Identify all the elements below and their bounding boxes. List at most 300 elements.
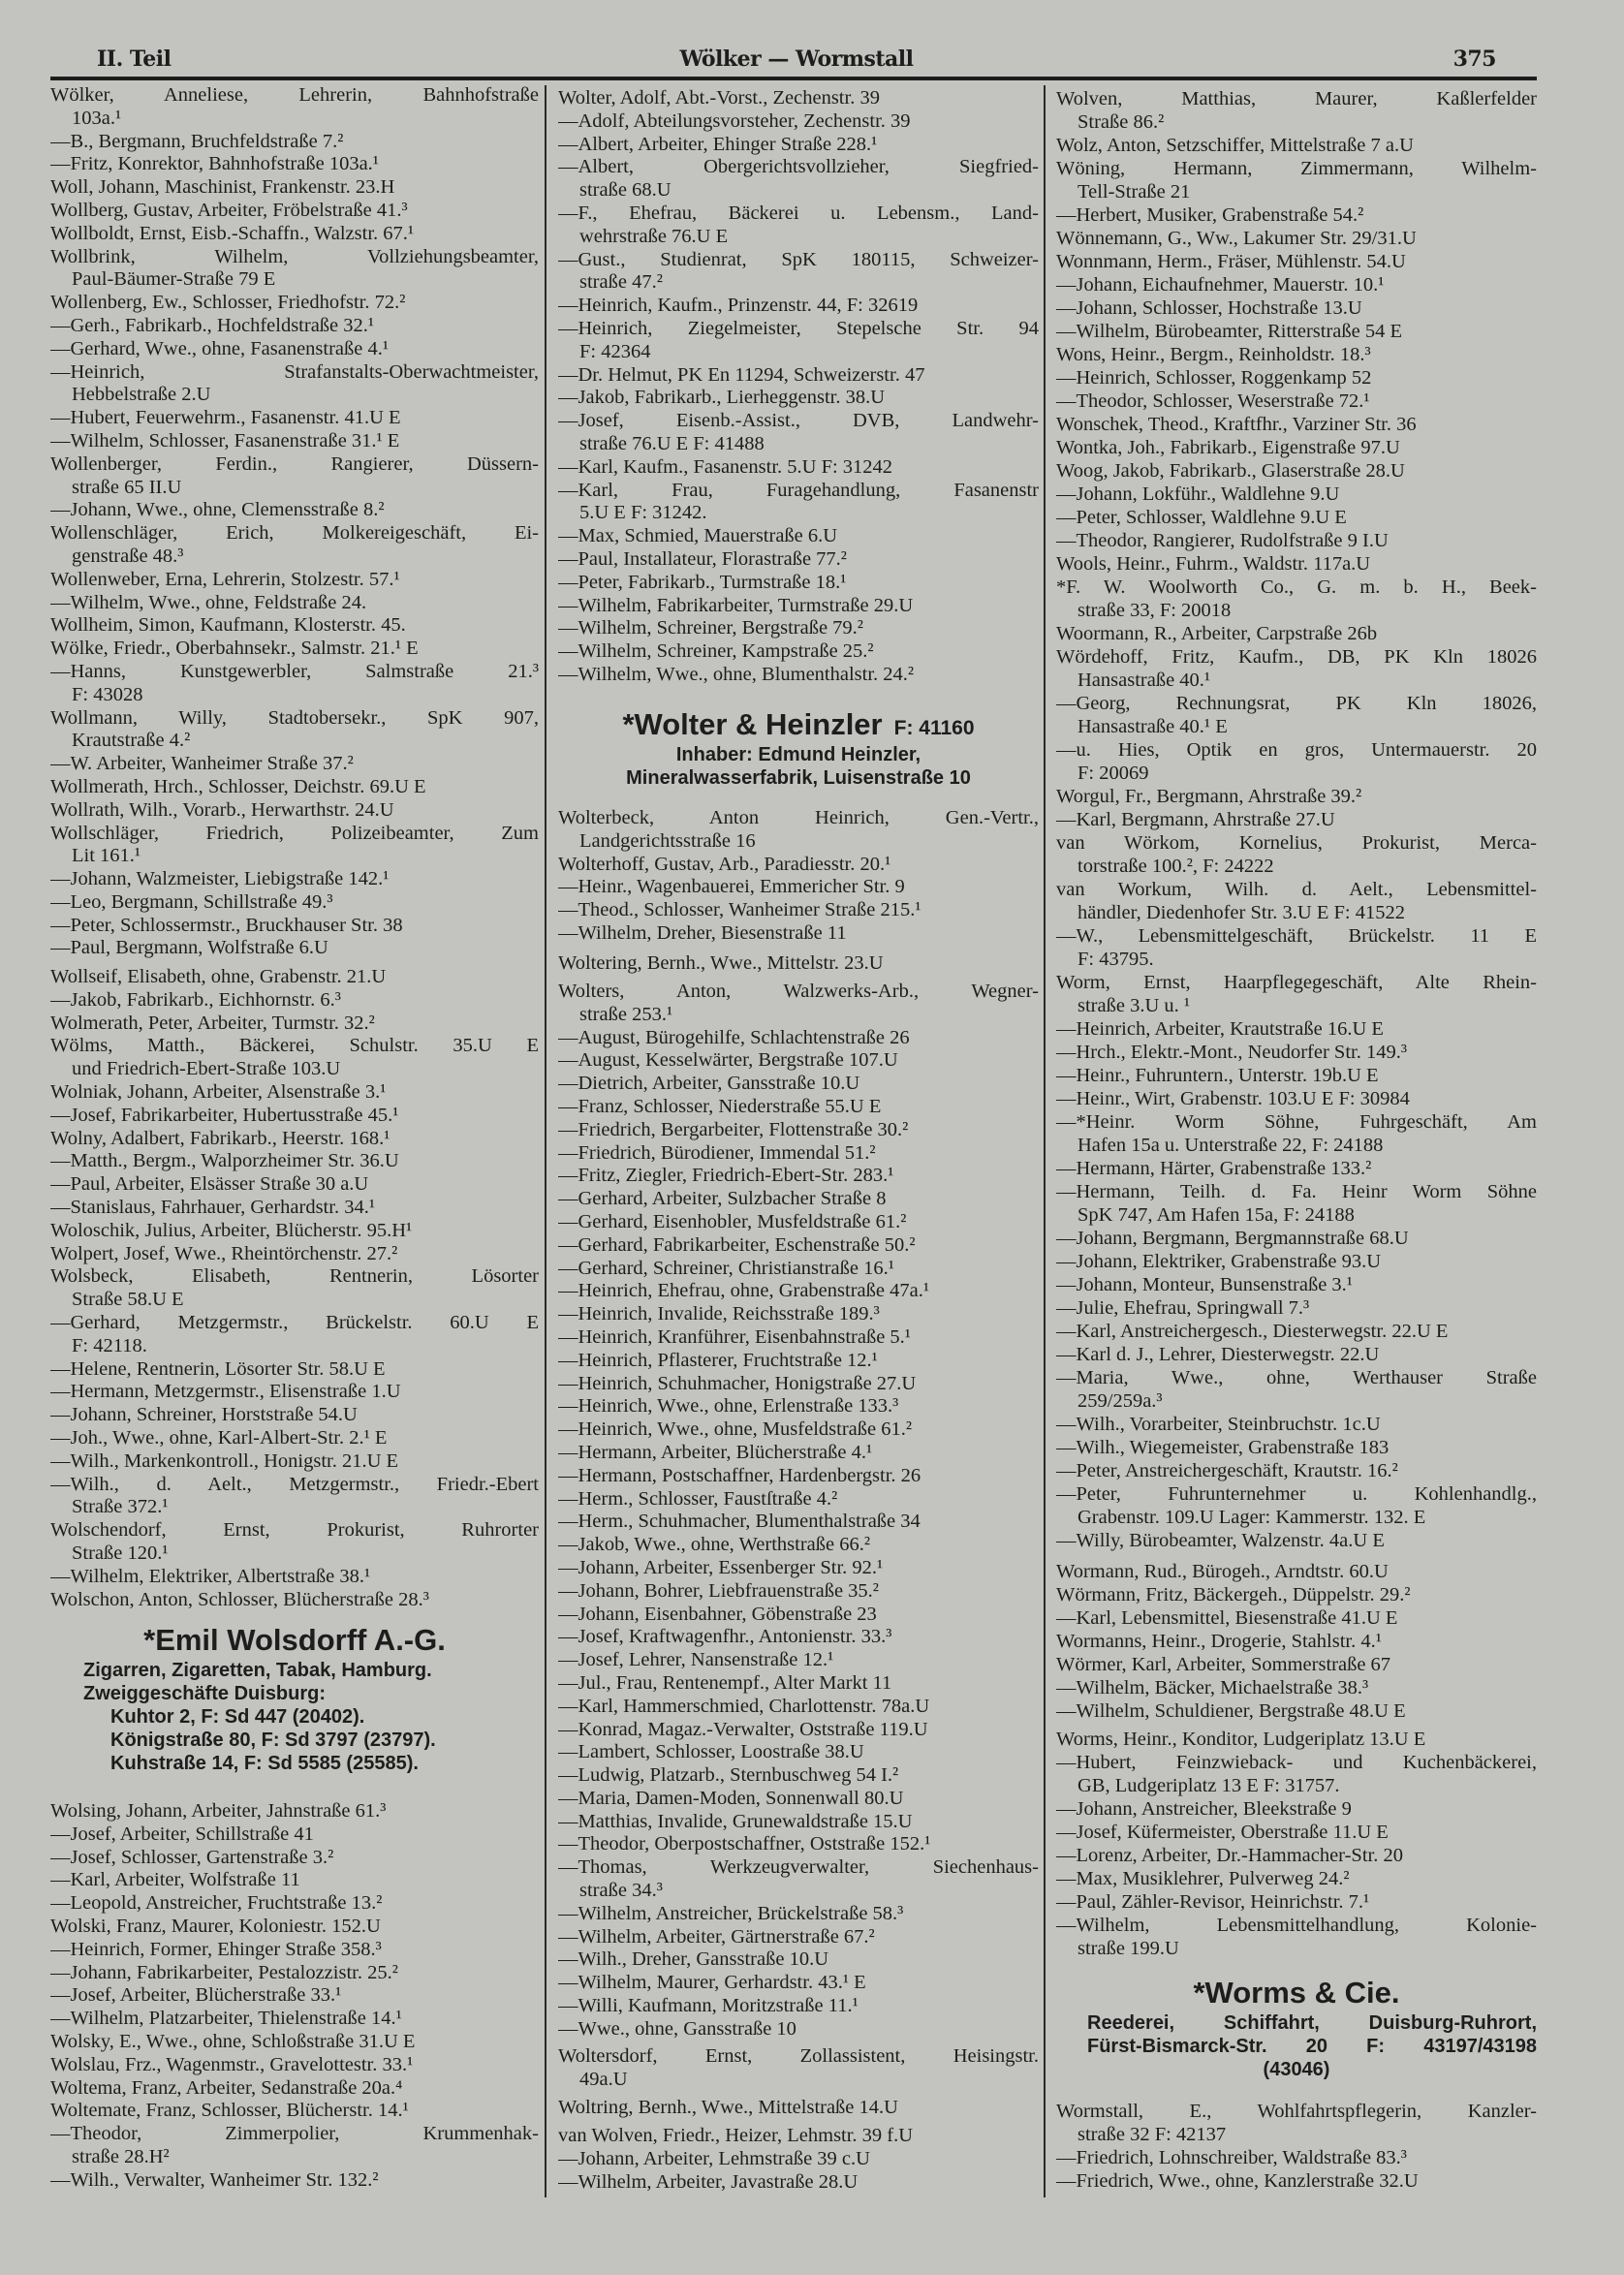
entry-line: —Johann, Bohrer, Liebfrauenstraße 35.² xyxy=(558,1579,879,1602)
directory-entry xyxy=(1056,87,1537,134)
entry-line: Woloschik, Julius, Arbeiter, Blücherstr. 95.H¹ xyxy=(50,1219,413,1241)
directory-entry xyxy=(50,1013,539,1036)
directory-entry xyxy=(1056,2100,1537,2146)
entry-line: Wolny, Adalbert, Fabrikarb., Heerstr. 168.¹ xyxy=(50,1127,390,1149)
directory-entry xyxy=(1056,1630,1537,1653)
entry-line: Wolsing, Johann, Arbeiter, Jahnstraße 61.³ xyxy=(50,1800,387,1822)
directory-entry xyxy=(558,1418,1039,1442)
entry-line: GB, Ludgeriplatz 13 E F: 31757. xyxy=(1077,1775,1340,1796)
directory-entry xyxy=(50,1519,539,1566)
entry-line: —B., Bergmann, Bruchfeldstraße 7.² xyxy=(50,130,344,152)
directory-entry xyxy=(558,2148,1039,2171)
entry-line: —Johann, Wwe., ohne, Clemensstraße 8.² xyxy=(50,499,385,521)
directory-entry xyxy=(1056,924,1537,971)
ad-line: Mineralwasserfabrik, Luisenstraße 10 xyxy=(626,767,971,789)
entry-line: —Friedrich, Wwe., ohne, Kanzlerstraße 32.U xyxy=(1056,2170,1419,2192)
entry-line: F: 42364 xyxy=(579,340,651,362)
directory-entry xyxy=(558,922,1039,946)
directory-entry xyxy=(1056,390,1537,413)
entry-line: —Hermann, Postschaffner, Hardenbergstr. 26 xyxy=(558,1464,921,1486)
directory-entry xyxy=(558,1234,1039,1258)
entry-line: Wolslau, Frz., Wagenmstr., Gravelottestr. 33.¹ xyxy=(50,2053,414,2075)
directory-entry xyxy=(50,1962,539,1985)
entry-line: —Josef, Schlosser, Gartenstraße 3.² xyxy=(50,1846,334,1868)
entry-line: Wolter, Adolf, Abt.-Vorst., Zechenstr. 39 xyxy=(558,87,880,109)
directory-entry xyxy=(558,1995,1039,2018)
directory-entry xyxy=(1056,1017,1537,1041)
entry-line: —Johann, Monteur, Bunsenstraße 3.¹ xyxy=(1056,1274,1353,1295)
entry-line: —Ludwig, Platzarb., Sternbuschweg 54 I.² xyxy=(558,1764,899,1787)
directory-entry xyxy=(558,1741,1039,1764)
directory-entry xyxy=(1056,692,1537,738)
directory-entry xyxy=(558,1211,1039,1234)
directory-entry xyxy=(50,1220,539,1243)
entry-line: —Paul, Arbeiter, Elsässer Straße 30 a.U xyxy=(50,1173,369,1196)
directory-entry xyxy=(1056,1797,1537,1821)
directory-entry xyxy=(50,1081,539,1105)
entry-line: F: 42118. xyxy=(72,1334,147,1356)
directory-entry xyxy=(50,338,539,361)
entry-line: Worms, Heinr., Konditor, Ludgeriplatz 13.U E xyxy=(1056,1729,1426,1750)
directory-entry xyxy=(50,1427,539,1450)
entry-line: genstraße 48.³ xyxy=(72,545,184,567)
directory-entry xyxy=(50,776,539,799)
entry-line: Worgul, Fr., Bergmann, Ahrstraße 39.² xyxy=(1056,786,1362,807)
entry-line: —Gerhard, Eisenhobler, Musfeldstraße 61.² xyxy=(558,1210,907,1232)
entry-line: —Peter, Schlosser, Waldlehne 9.U E xyxy=(1056,507,1347,528)
entry-line: —Johann, Schreiner, Horststraße 54.U xyxy=(50,1404,358,1426)
entry-line: Worm, Ernst, Haarpflegegeschäft, Alte Rhein- xyxy=(1056,972,1537,993)
entry-line: —Wilh., Markenkontroll., Honigstr. 21.U E xyxy=(50,1449,399,1472)
entry-line: —Gerhard, Metzgermstr., Brückelstr. 60.U E xyxy=(50,1311,539,1333)
directory-entry xyxy=(50,592,539,615)
directory-entry xyxy=(50,2100,539,2123)
entry-line: —Theodor, Rangierer, Rudolfstraße 9 I.U xyxy=(1056,530,1389,551)
entry-line: —Heinrich, Ziegelmeister, Stepelsche Str. 94 xyxy=(558,317,1039,339)
entry-line: —Peter, Fuhrunternehmer u. Kohlenhandlg., xyxy=(1056,1483,1537,1505)
entry-group xyxy=(558,807,1039,946)
entry-line: —Friedrich, Lohnschreiber, Waldstraße 83.³ xyxy=(1056,2147,1407,2168)
directory-entry xyxy=(1056,1064,1537,1087)
entry-line: —Theodor, Zimmerpolier, Krummenhak- xyxy=(50,2123,539,2145)
directory-entry xyxy=(1056,645,1537,692)
directory-entry xyxy=(50,153,539,176)
entry-line: F: 43795. xyxy=(1077,949,1154,970)
directory-entry xyxy=(50,1869,539,1892)
directory-entry xyxy=(558,87,1039,110)
entry-line: Wönnemann, G., Ww., Lakumer Str. 29/31.U xyxy=(1056,228,1417,249)
directory-entry xyxy=(1056,1041,1537,1064)
entry-line: —Wilh., Dreher, Gansstraße 10.U xyxy=(558,1948,829,1971)
entry-line: Hafen 15a u. Unterstraße 22, F: 24188 xyxy=(1077,1135,1384,1156)
entry-line: —Johann, Walzmeister, Liebigstraße 142.¹ xyxy=(50,868,390,890)
entry-line: Woltema, Franz, Arbeiter, Sedanstraße 20a.⁴ xyxy=(50,2076,403,2099)
directory-entry xyxy=(50,499,539,522)
entry-line: Wolsky, E., Wwe., ohne, Schloßstraße 31.U E xyxy=(50,2030,416,2052)
entry-line: 5.U E F: 31242. xyxy=(579,502,707,524)
directory-entry xyxy=(1056,1459,1537,1482)
entry-line: —Willi, Kaufmann, Moritzstraße 11.¹ xyxy=(558,1995,859,2017)
entry-line: —Lorenz, Arbeiter, Dr.-Hammacher-Str. 20 xyxy=(1056,1845,1403,1866)
entry-line: Wollenweber, Erna, Lehrerin, Stolzestr. 57.¹ xyxy=(50,568,400,590)
directory-entry xyxy=(50,1589,539,1612)
directory-entry xyxy=(50,292,539,315)
directory-entry xyxy=(50,2123,539,2169)
entry-line: —Herbert, Musiker, Grabenstraße 54.² xyxy=(1056,204,1364,226)
entry-line: Wolschon, Anton, Schlosser, Blücherstraße 28.³ xyxy=(50,1588,429,1610)
directory-entry xyxy=(558,1764,1039,1788)
directory-entry xyxy=(50,1243,539,1266)
entry-line: Wollboldt, Ernst, Eisb.-Schaffn., Walzstr. 67.¹ xyxy=(50,222,415,244)
directory-entry xyxy=(558,1188,1039,1211)
directory-entry xyxy=(1056,1413,1537,1436)
entry-line: —Heinrich, Invalide, Reichsstraße 189.³ xyxy=(558,1303,880,1325)
directory-entry xyxy=(1056,1343,1537,1366)
entry-line: —Heinrich, Kaufm., Prinzenstr. 44, F: 32619 xyxy=(558,295,919,317)
entry-line: Wolterbeck, Anton Heinrich, Gen.-Vertr., xyxy=(558,807,1039,828)
entry-line: —Jul., Frau, Rentenempf., Alter Markt 11 xyxy=(558,1671,892,1694)
directory-entry xyxy=(50,1404,539,1427)
directory-entry xyxy=(1056,366,1537,390)
entry-line: —Karl d. J., Lehrer, Diesterwegstr. 22.U xyxy=(1056,1344,1380,1365)
entry-line: —Jakob, Fabrikarb., Eichhornstr. 6.³ xyxy=(50,988,341,1011)
entry-line: —Johann, Bergmann, Bergmannstraße 68.U xyxy=(1056,1228,1409,1249)
directory-entry xyxy=(50,2169,539,2193)
ad-phone: F: 41160 xyxy=(893,717,975,739)
entry-line: —Wilhelm, Bäcker, Michaelstraße 38.³ xyxy=(1056,1677,1369,1698)
entry-line: —Albert, Obergerichtsvollzieher, Siegfried- xyxy=(558,156,1039,178)
entry-line: —Gerhard, Fabrikarbeiter, Eschenstraße 50.² xyxy=(558,1233,916,1256)
entry-line: —August, Kesselwärter, Bergstraße 107.U xyxy=(558,1049,898,1072)
entry-line: —Matthias, Invalide, Grunewaldstraße 15.U xyxy=(558,1810,913,1832)
directory-column xyxy=(50,0,539,2275)
entry-line: —Josef, Küfermeister, Oberstraße 11.U E xyxy=(1056,1822,1389,1843)
entry-line: —Heinrich, Wwe., ohne, Erlenstraße 133.³ xyxy=(558,1395,899,1418)
entry-line: —Wilhelm, Schuldiener, Bergstraße 48.U E xyxy=(1056,1700,1406,1722)
entry-line: —Franz, Schlosser, Niederstraße 55.U E xyxy=(558,1095,882,1117)
entry-line: wehrstraße 76.U E xyxy=(579,225,729,247)
directory-entry xyxy=(50,2077,539,2101)
directory-entry xyxy=(558,110,1039,134)
directory-entry xyxy=(50,223,539,246)
ad-line: Fürst-Bismarck-Str. 20 F: 43197/43198 xyxy=(1087,2036,1537,2057)
directory-entry xyxy=(1056,506,1537,529)
entry-line: —Stanislaus, Fahrhauer, Gerhardstr. 34.¹ xyxy=(50,1196,375,1218)
entry-line: —Dr. Helmut, PK En 11294, Schweizerstr. 47 xyxy=(558,363,925,386)
entry-line: —Wilhelm, Elektriker, Albertstraße 38.¹ xyxy=(50,1565,371,1587)
directory-entry xyxy=(1056,576,1537,622)
directory-entry xyxy=(1056,1676,1537,1699)
entry-line: —Wilhelm, Platzarbeiter, Thielenstraße 14.¹ xyxy=(50,2008,402,2030)
directory-entry xyxy=(50,522,539,569)
entry-line: Hansastraße 40.¹ E xyxy=(1077,716,1228,737)
entry-line: —Paul, Bergmann, Wolfstraße 6.U xyxy=(50,937,328,959)
entry-line: straße 199.U xyxy=(1077,1938,1179,1959)
entry-line: —Johann, Arbeiter, Essenberger Str. 92.¹ xyxy=(558,1556,884,1578)
directory-entry xyxy=(1056,808,1537,831)
directory-entry xyxy=(50,1474,539,1520)
directory-entry xyxy=(558,203,1039,249)
directory-entry xyxy=(1056,343,1537,366)
entry-line: Wollschläger, Friedrich, Polizeibeamter, Zum xyxy=(50,822,539,844)
directory-entry xyxy=(558,1649,1039,1672)
entry-line: —Johann, Eisenbahner, Göbenstraße 23 xyxy=(558,1603,877,1625)
entry-line: Wormann, Rud., Bürogeh., Arndtstr. 60.U xyxy=(1056,1561,1389,1582)
entry-line: Wolz, Anton, Setzschiffer, Mittelstraße 7 a.U xyxy=(1056,135,1414,156)
directory-entry xyxy=(50,361,539,408)
entry-line: Woormann, R., Arbeiter, Carpstraße 26b xyxy=(1056,623,1378,644)
entry-line: —Dietrich, Arbeiter, Gansstraße 10.U xyxy=(558,1073,860,1095)
directory-entry xyxy=(558,1672,1039,1696)
directory-entry xyxy=(558,1326,1039,1350)
directory-entry xyxy=(50,1265,539,1312)
directory-entry xyxy=(558,387,1039,410)
directory-entry xyxy=(1056,1273,1537,1296)
entry-group xyxy=(50,966,539,1611)
entry-line: —Theod., Schlosser, Wanheimer Straße 215.¹ xyxy=(558,899,921,921)
entry-line: —Hubert, Feinzwieback- und Kuchenbäckerei, xyxy=(1056,1752,1537,1773)
directory-entry xyxy=(1056,1436,1537,1459)
entry-line: Wons, Heinr., Bergm., Reinholdstr. 18.³ xyxy=(1056,344,1371,365)
entry-line: —Friedrich, Bergarbeiter, Flottenstraße 30.² xyxy=(558,1118,909,1140)
entry-line: —Paul, Zähler-Revisor, Heinrichstr. 7.¹ xyxy=(1056,1891,1370,1913)
directory-entry xyxy=(50,1105,539,1128)
entry-line: van Workum, Wilh. d. Aelt., Lebensmittel- xyxy=(1056,879,1537,900)
entry-line: straße 65 II.U xyxy=(72,476,182,498)
directory-entry xyxy=(50,1358,539,1382)
directory-entry xyxy=(50,1800,539,1823)
entry-line: —Jakob, Wwe., ohne, Werthstraße 66.² xyxy=(558,1534,870,1556)
directory-entry xyxy=(558,2045,1039,2092)
directory-entry xyxy=(1056,1227,1537,1250)
entry-line: —Heinrich, Schlosser, Roggenkamp 52 xyxy=(1056,367,1372,389)
entry-line: —Wilhelm, Dreher, Biesenstraße 11 xyxy=(558,921,847,944)
directory-entry xyxy=(558,1972,1039,1995)
directory-entry xyxy=(1056,250,1537,273)
directory-entry xyxy=(50,246,539,293)
entry-line: —Heinrich, Strafanstalts-Oberwachtmeister, xyxy=(50,360,539,383)
entry-line: —Gerhard, Arbeiter, Sulzbacher Straße 8 xyxy=(558,1188,887,1210)
entry-group xyxy=(1056,1560,1537,1723)
entry-line: —Heinr., Wirt, Grabenstr. 103.U E F: 30984 xyxy=(1056,1088,1410,1109)
directory-entry xyxy=(558,1788,1039,1811)
entry-line: —Peter, Fabrikarb., Turmstraße 18.¹ xyxy=(558,571,847,593)
ad-line: Kuhtor 2, F: Sd 447 (20402). xyxy=(110,1706,365,1728)
directory-entry xyxy=(1056,320,1537,343)
entry-line: —Heinrich, Arbeiter, Krautstraße 16.U E xyxy=(1056,1018,1384,1040)
entry-line: Woog, Jakob, Fabrikarb., Glaserstraße 28.U xyxy=(1056,460,1405,482)
directory-entry xyxy=(558,480,1039,526)
directory-entry xyxy=(558,952,1039,976)
entry-line: —Fritz, Konrektor, Bahnhofstraße 103a.¹ xyxy=(50,153,379,175)
entry-line: —Leopold, Anstreicher, Fruchtstraße 13.² xyxy=(50,1892,383,1915)
entry-line: —Theodor, Schlosser, Weserstraße 72.¹ xyxy=(1056,390,1370,412)
ad-company-name: *Worms & Cie. xyxy=(1193,1976,1400,2010)
entry-line: —Josef, Arbeiter, Schillstraße 41 xyxy=(50,1823,314,1845)
directory-entry xyxy=(558,1511,1039,1534)
entry-line: —Josef, Eisenb.-Assist., DVB, Landwehr- xyxy=(558,410,1039,432)
entry-line: Woltering, Bernh., Wwe., Mittelstr. 23.U xyxy=(558,952,884,974)
entry-line: —Heinrich, Pflasterer, Fruchtstraße 12.¹ xyxy=(558,1349,878,1371)
entry-line: —Matth., Bergm., Walporzheimer Str. 36.U xyxy=(50,1150,399,1172)
entry-line: Wontka, Joh., Fabrikarb., Eigenstraße 97.U xyxy=(1056,437,1400,458)
directory-entry xyxy=(558,249,1039,296)
part-label: II. Teil xyxy=(97,47,172,72)
directory-entry xyxy=(50,1566,539,1589)
entry-group xyxy=(50,84,539,960)
entry-line: 103a.¹ xyxy=(72,107,122,129)
entry-line: Wörmer, Karl, Arbeiter, Sommerstraße 67 xyxy=(1056,1654,1391,1675)
entry-line: —Heinrich, Former, Ehinger Straße 358.³ xyxy=(50,1938,382,1960)
directory-entry xyxy=(50,84,539,131)
entry-line: Woltersdorf, Ernst, Zollassistent, Heisingstr. xyxy=(558,2045,1039,2067)
entry-line: —Georg, Rechnungsrat, PK Kln 18026, xyxy=(1056,693,1537,714)
directory-entry xyxy=(558,1165,1039,1188)
entry-line: —Josef, Fabrikarbeiter, Hubertusstraße 45.¹ xyxy=(50,1104,399,1126)
directory-entry xyxy=(558,1626,1039,1649)
directory-entry xyxy=(1056,1157,1537,1180)
directory-entry xyxy=(558,456,1039,480)
entry-line: —Heinr., Wagenbauerei, Emmericher Str. 9 xyxy=(558,876,905,898)
directory-entry xyxy=(50,569,539,592)
entry-line: —Helene, Rentnerin, Lösorter Str. 58.U E xyxy=(50,1357,386,1380)
entry-group xyxy=(1056,1728,1537,1960)
entry-line: —Hanns, Kunstgewerbler, Salmstraße 21.³ xyxy=(50,660,539,682)
directory-entry xyxy=(1056,1110,1537,1157)
directory-entry xyxy=(558,1027,1039,1050)
directory-entry xyxy=(558,854,1039,877)
directory-entry xyxy=(558,572,1039,595)
directory-entry xyxy=(50,707,539,754)
entry-group xyxy=(558,952,1039,976)
directory-entry xyxy=(50,1128,539,1151)
entry-line: —Wilhelm, Anstreicher, Brückelstraße 58.³ xyxy=(558,1902,904,1924)
entry-line: —Heinr., Fuhruntern., Unterstr. 19b.U E xyxy=(1056,1065,1379,1086)
entry-line: —W., Lebensmittelgeschäft, Brückelstr. 11 E xyxy=(1056,925,1537,947)
entry-line: Wollheim, Simon, Kaufmann, Klosterstr. 45. xyxy=(50,614,406,637)
entry-line: und Friedrich-Ebert-Straße 103.U xyxy=(72,1058,341,1080)
directory-entry xyxy=(558,1856,1039,1903)
entry-line: —Karl, Arbeiter, Wolfstraße 11 xyxy=(50,1869,300,1891)
entry-line: —Karl, Anstreichergesch., Diesterwegstr. 22.U E xyxy=(1056,1321,1449,1342)
entry-line: Landgerichtsstraße 16 xyxy=(579,829,756,852)
directory-entry xyxy=(1056,1606,1537,1630)
entry-line: —Heinrich, Schuhmacher, Honigstraße 27.U xyxy=(558,1372,917,1394)
entry-line: Lit 161.¹ xyxy=(72,845,141,867)
entry-line: Wools, Heinr., Fuhrm., Waldstr. 117a.U xyxy=(1056,553,1371,575)
entry-line: —Herm., Schlosser, Faustſtraße 4.² xyxy=(558,1487,838,1510)
directory-entry xyxy=(558,1303,1039,1326)
directory-entry xyxy=(50,891,539,915)
ad-line: Kuhstraße 14, F: Sd 5585 (25585). xyxy=(110,1753,419,1774)
directory-entry xyxy=(558,807,1039,854)
directory-entry xyxy=(1056,1320,1537,1343)
entry-line: —Johann, Arbeiter, Lehmstraße 39 c.U xyxy=(558,2147,870,2169)
entry-line: —Johann, Elektriker, Grabenstraße 93.U xyxy=(1056,1251,1382,1272)
entry-line: Wölms, Matth., Bäckerei, Schulstr. 35.U E xyxy=(50,1035,539,1057)
entry-line: —Konrad, Magaz.-Verwalter, Oststraße 119.U xyxy=(558,1718,928,1740)
entry-line: Wollseif, Elisabeth, ohne, Grabenstr. 21.U xyxy=(50,966,387,987)
directory-entry xyxy=(1056,157,1537,203)
entry-line: Wolsbeck, Elisabeth, Rentnerin, Lösorter xyxy=(50,1265,539,1288)
ad-title xyxy=(1056,1975,1537,2011)
entry-line: Wolven, Matthias, Maurer, Kaßlerfelder xyxy=(1056,88,1537,109)
directory-entry xyxy=(558,1049,1039,1073)
entry-line: —Gerhard, Schreiner, Christianstraße 16.¹ xyxy=(558,1257,894,1279)
directory-entry xyxy=(558,1580,1039,1604)
entry-line: SpK 747, Am Hafen 15a, F: 24188 xyxy=(1077,1204,1355,1226)
entry-line: —Herm., Schuhmacher, Blumenthalstraße 34 xyxy=(558,1511,921,1533)
directory-entry xyxy=(558,1811,1039,1834)
entry-line: Tell-Straße 21 xyxy=(1077,181,1191,203)
directory-entry xyxy=(558,595,1039,618)
entry-line: Hansastraße 40.¹ xyxy=(1077,670,1211,691)
directory-entry xyxy=(50,1035,539,1081)
entry-line: Woll, Johann, Maschinist, Frankenstr. 23.H xyxy=(50,176,395,199)
directory-entry xyxy=(50,1197,539,1220)
entry-line: straße 32 F: 42137 xyxy=(1077,2124,1227,2145)
directory-column xyxy=(1056,0,1537,2275)
directory-entry xyxy=(1056,1583,1537,1606)
entry-line: —Leo, Bergmann, Schillstraße 49.³ xyxy=(50,890,333,913)
directory-entry xyxy=(558,548,1039,572)
directory-entry xyxy=(50,661,539,707)
entry-line: Wormstall, E., Wohlfahrtspflegerin, Kanzler- xyxy=(1056,2101,1537,2122)
entry-line: straße 3.U u. ¹ xyxy=(1077,995,1191,1016)
directory-entry xyxy=(50,1150,539,1173)
directory-entry xyxy=(558,1442,1039,1465)
entry-line: Wollenschläger, Erich, Molkereigeschäft, Ei- xyxy=(50,522,539,545)
entry-line: Wörmann, Fritz, Bäckergeh., Düppelstr. 29.² xyxy=(1056,1584,1411,1605)
entry-line: Paul-Bäumer-Straße 79 E xyxy=(72,268,276,291)
directory-column xyxy=(558,0,1039,2275)
entry-line: Woltemate, Franz, Schlosser, Blücherstr. 14.¹ xyxy=(50,2100,409,2122)
entry-line: —Wilhelm, Fabrikarbeiter, Turmstraße 29.U xyxy=(558,594,914,616)
entry-line: händler, Diedenhofer Str. 3.U E F: 41522 xyxy=(1077,902,1405,923)
entry-group xyxy=(1056,2100,1537,2193)
entry-line: —Gerhard, Wwe., ohne, Fasanenstraße 4.¹ xyxy=(50,337,390,359)
entry-line: Wolski, Franz, Maurer, Koloniestr. 152.U xyxy=(50,1915,381,1937)
entry-line: —Thomas, Werkzeugverwalter, Siechenhaus- xyxy=(558,1856,1039,1879)
ad-line: (43046) xyxy=(1263,2059,1330,2080)
entry-line: *F. W. Woolworth Co., G. m. b. H., Beek- xyxy=(1056,577,1537,598)
directory-entry xyxy=(50,638,539,661)
directory-entry xyxy=(558,1142,1039,1166)
entry-line: straße 33, F: 20018 xyxy=(1077,600,1232,621)
directory-entry xyxy=(50,1823,539,1847)
entry-line: Wollenberger, Ferdin., Rangierer, Düssern- xyxy=(50,452,539,475)
entry-line: Straße 86.² xyxy=(1077,111,1165,133)
directory-entry xyxy=(1056,459,1537,483)
entry-line: straße 76.U E F: 41488 xyxy=(579,432,765,454)
entry-line: —Hermann, Arbeiter, Blücherstraße 4.¹ xyxy=(558,1441,873,1463)
entry-line: —Hermann, Metzgermstr., Elisenstraße 1.U xyxy=(50,1381,401,1403)
entry-line: —Wilhelm, Wwe., ohne, Blumenthalstr. 24.² xyxy=(558,663,915,685)
entry-line: —Hermann, Härter, Grabenstraße 133.² xyxy=(1056,1158,1372,1179)
directory-entry xyxy=(50,176,539,200)
directory-entry xyxy=(1056,1087,1537,1110)
entry-group xyxy=(558,87,1039,687)
entry-line: Straße 372.¹ xyxy=(72,1496,169,1518)
advertisement xyxy=(50,1622,539,1775)
directory-entry xyxy=(558,2125,1039,2148)
directory-entry xyxy=(558,156,1039,203)
directory-entry xyxy=(558,295,1039,318)
entry-line: —Theodor, Oberpostschaffner, Oststraße 152.¹ xyxy=(558,1833,931,1855)
entry-line: —Gust., Studienrat, SpK 180115, Schweizer- xyxy=(558,248,1039,270)
directory-entry xyxy=(1056,1751,1537,1797)
entry-line: —Wilhelm, Schreiner, Bergstraße 79.² xyxy=(558,617,863,639)
